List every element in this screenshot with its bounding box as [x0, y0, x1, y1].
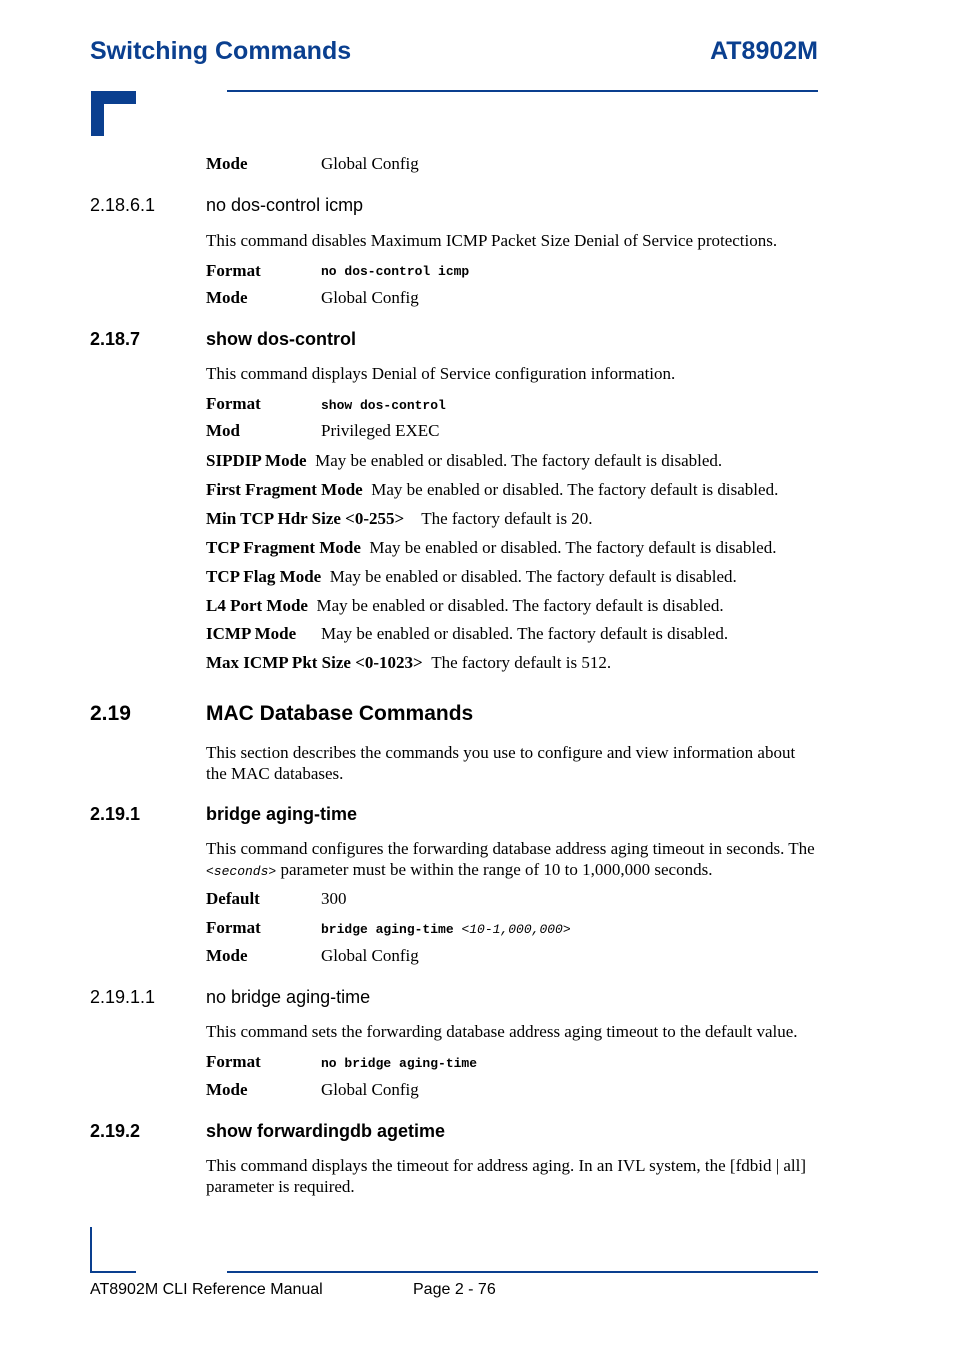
section-title: bridge aging-time: [206, 804, 358, 824]
section-number: 2.19.1: [90, 804, 141, 824]
field-row: [206, 566, 737, 587]
field-value: May be enabled or disabled. The factory default is disabled.: [315, 451, 723, 470]
format-value: [321, 922, 571, 937]
section-number: 2.19.1.1: [90, 987, 156, 1007]
field-value: The factory default is 512.: [431, 653, 612, 672]
field-value: May be enabled or disabled. The factory default is disabled.: [329, 567, 737, 586]
mode-label: Mode: [206, 154, 248, 173]
mode-label: Mode: [206, 946, 248, 965]
field-row: [206, 652, 611, 673]
section-number: 2.18.7: [90, 329, 141, 349]
section-number: 2.18.6.1: [90, 195, 156, 215]
footer-corner-mark: [90, 1227, 136, 1273]
field-label: SIPDIP Mode: [206, 451, 307, 470]
field-value: May be enabled or disabled. The factory default is disabled.: [369, 538, 777, 557]
field-label: TCP Flag Mode: [206, 567, 322, 586]
field-row: [206, 450, 722, 471]
section-desc: This command displays Denial of Service configuration information.: [206, 364, 676, 383]
format-value: no bridge aging-time: [321, 1056, 478, 1071]
format-label: Format: [206, 918, 261, 937]
footer-manual: AT8902M CLI Reference Manual: [90, 1281, 323, 1298]
seconds-param: <seconds>: [206, 864, 277, 879]
format-label: Format: [206, 394, 261, 413]
section-desc: This command displays the timeout for address aging. In an IVL system, the [fdbid | all] parameter is required.: [206, 1156, 807, 1196]
mode-value: Global Config: [321, 1080, 419, 1099]
header-right-title: AT8902M: [710, 37, 818, 65]
field-row: [206, 623, 728, 644]
field-value: The factory default is 20.: [421, 509, 593, 528]
section-title: show forwardingdb agetime: [206, 1121, 446, 1141]
format-command: bridge aging-time: [321, 922, 462, 937]
mode-label: Mode: [206, 288, 248, 307]
footer-page: Page 2 - 76: [413, 1281, 496, 1298]
field-row: [206, 595, 724, 616]
format-value: no dos-control icmp: [321, 264, 470, 279]
corner-mark: [91, 91, 136, 136]
default-label: Default: [206, 889, 260, 908]
field-label: Min TCP Hdr Size <0-255>: [206, 509, 405, 528]
format-value: show dos-control: [321, 398, 446, 413]
field-value: May be enabled or disabled. The factory default is disabled.: [321, 624, 729, 643]
field-row: [206, 479, 778, 500]
desc-text: parameter must be within the range of 10 to 1,000,000 seconds.: [276, 860, 713, 879]
section-desc: This section describes the commands you use to configure and view information about the MAC databases.: [206, 743, 796, 783]
mode-value: Global Config: [321, 154, 419, 173]
format-param: <10-1,000,000>: [461, 922, 571, 937]
field-label: ICMP Mode: [206, 624, 297, 643]
field-row: [206, 537, 776, 558]
format-label: Format: [206, 261, 261, 280]
header-rule: [227, 90, 818, 92]
section-desc: [206, 838, 820, 882]
footer-rule: [227, 1271, 818, 1273]
mode-value: Privileged EXEC: [321, 421, 440, 440]
header-left-title: Switching Commands: [90, 37, 352, 65]
field-label: TCP Fragment Mode: [206, 538, 361, 557]
field-value: May be enabled or disabled. The factory default is disabled.: [371, 480, 779, 499]
field-label: L4 Port Mode: [206, 596, 308, 615]
field-row: [206, 508, 593, 529]
mode-value: Global Config: [321, 288, 419, 307]
default-value: 300: [321, 889, 347, 908]
section-desc: This command sets the forwarding database address aging timeout to the default value.: [206, 1022, 798, 1041]
field-label: Max ICMP Pkt Size <0-1023>: [206, 653, 423, 672]
field-value: May be enabled or disabled. The factory default is disabled.: [316, 596, 724, 615]
field-label: First Fragment Mode: [206, 480, 363, 499]
section-title: MAC Database Commands: [206, 702, 474, 725]
mode-label: Mode: [206, 1080, 248, 1099]
section-number: 2.19.2: [90, 1121, 141, 1141]
section-title: no bridge aging-time: [206, 987, 371, 1007]
section-title: no dos-control icmp: [206, 195, 364, 215]
desc-text: This command configures the forwarding database address aging timeout in seconds. The: [206, 839, 815, 858]
mode-label: Mod: [206, 421, 240, 440]
section-desc: This command disables Maximum ICMP Packet Size Denial of Service protections.: [206, 231, 778, 250]
mode-value: Global Config: [321, 946, 419, 965]
section-number: 2.19: [90, 702, 131, 725]
section-title: show dos-control: [206, 329, 356, 349]
format-label: Format: [206, 1052, 261, 1071]
